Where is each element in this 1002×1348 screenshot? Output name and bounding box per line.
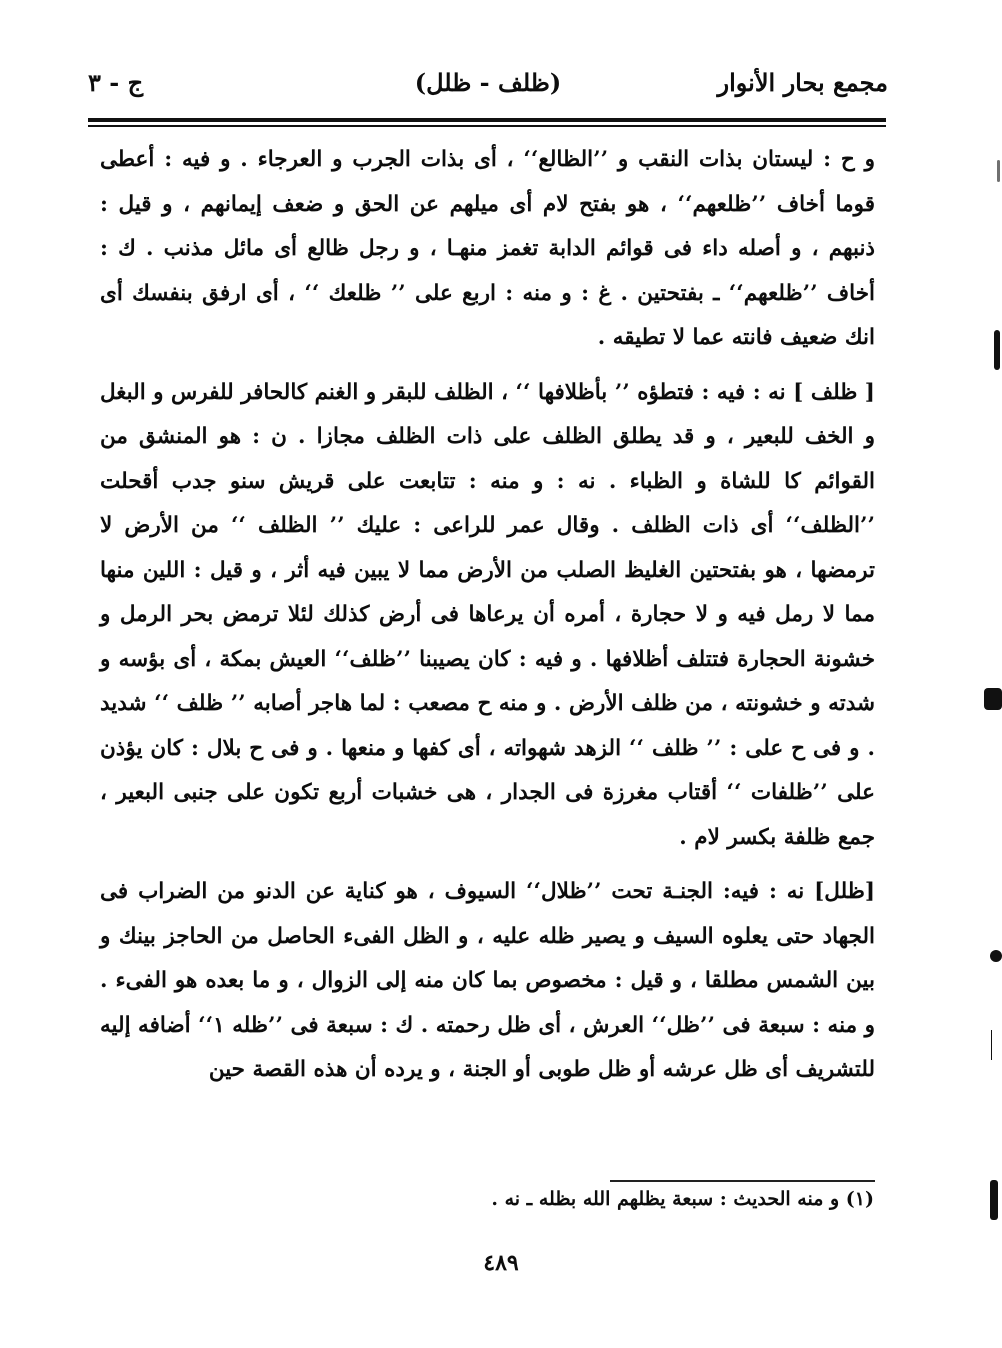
- main-text: [100, 138, 875, 1103]
- footnote: (١) و منه الحديث : سبعة يظلهم الله بظله ـ نه .: [491, 1188, 874, 1210]
- page-number: ٤٨٩: [483, 1250, 519, 1276]
- header-rule-thin: [88, 125, 886, 127]
- scan-mark: [991, 1030, 993, 1060]
- scan-mark: [994, 330, 1000, 370]
- header-rule-thick: [88, 118, 886, 122]
- volume-number: ج - ٣: [88, 68, 144, 97]
- book-title: مجمع بحار الأنوار: [717, 68, 888, 97]
- paragraph-zalal-entry: [ظلل] نه : فيه: الجنـة تحت ’’ظلال‘‘ السيوف ، هو كناية عن الدنو من الضراب فى الجهاد حتى يعلوه السيف و يصير ظله عليه ، و الظل الفىء الحاصل من الحاجز بينك و بين الشمس مطلقا ، و قيل : مخصوص بما كان منه إلى الزوال ، و ما بعده هو الفىء . و منه : سبعة فى ’’ظل‘‘ العرش ، أى ظل رحمته . ك : سبعة فى ’’ظله ١‘‘ أضافه إليه للتشريف أى ظل عرشه أو ظل طوبى أو الجنة ، و يرده أن هذه القصة حين: [100, 879, 875, 1082]
- section-range: (ظلف - ظلل): [414, 68, 562, 97]
- footnote-divider: [610, 1180, 875, 1182]
- scan-mark: [990, 950, 1002, 962]
- page-header: [88, 68, 888, 108]
- paragraph-zalaf-entry: [ ظلف ] نه : فيه : فتطؤه ’’ بأظلافها ‘‘ ، الظلف للبقر و الغنم كالحافر للفرس و البغل و الخف للبعير ، و قد يطلق الظلف على ذات الظلف مجازا . ن : هو المنشق من القوائم كا للشاة و الظباء . نه : و منه : تتابعت على قريش سنو جدب أقحلت ’’الظلف‘‘ أى ذات الظلف . وقال عمر للراعى : عليك ’’ الظلف ‘‘ من الأرض لا ترمضها ، هو بفتحتين الغليظ الصلب من الأرض مما لا يبين فيه أثر ، و قيل : اللين منها مما لا رمل فيه و لا حجارة ، أمره أن يرعاها فى أرض كذلك لئلا ترمض بحر الرمل و خشونة الحجارة فتتلف أظلافها . و فيه : كان يصيبنا ’’ظلف‘‘ العيش بمكة ، أى بؤسه و شدته و خشونته ، من ظلف الأرض . و منه ح مصعب : لما هاجر أصابه ’’ ظلف ‘‘ شديد . و فى ح على : ’’ ظلف ‘‘ الزهد شهواته ، أى كفها و منعها . و فى ح بلال : كان يؤذن على ’’ظلفات ‘‘ أقتاب مغرزة فى الجدار ، هى خشبات أربع تكون على جنبى البعير ، جمع ظلفة بكسر لام .: [100, 379, 875, 850]
- scan-mark: [990, 1180, 998, 1220]
- scan-mark: [997, 160, 1000, 182]
- paragraph-continuation: و ح : ليستان بذات النقب و ’’الظالع‘‘ ، أى بذات الجرب و العرجاء . و فيه : أعطى قوما أخاف ’’ظلعهم‘‘ ، هو بفتح لام أى ميلهم عن الحق و ضعف إيمانهم ، و قيل : ذنبهم ، و أصله داء فى قوائم الدابة تغمز منهـا ، و رجل ظالع أى مائل مذنب . ك : أخاف ’’ظلعهم‘‘ ـ بفتحتين . غ : و منه : اربع على ’’ ظلعك ‘‘ ، أى ارفق بنفسك أى انك ضعيف فانته عما لا تطيقه .: [100, 147, 875, 350]
- scan-mark: [984, 688, 1002, 710]
